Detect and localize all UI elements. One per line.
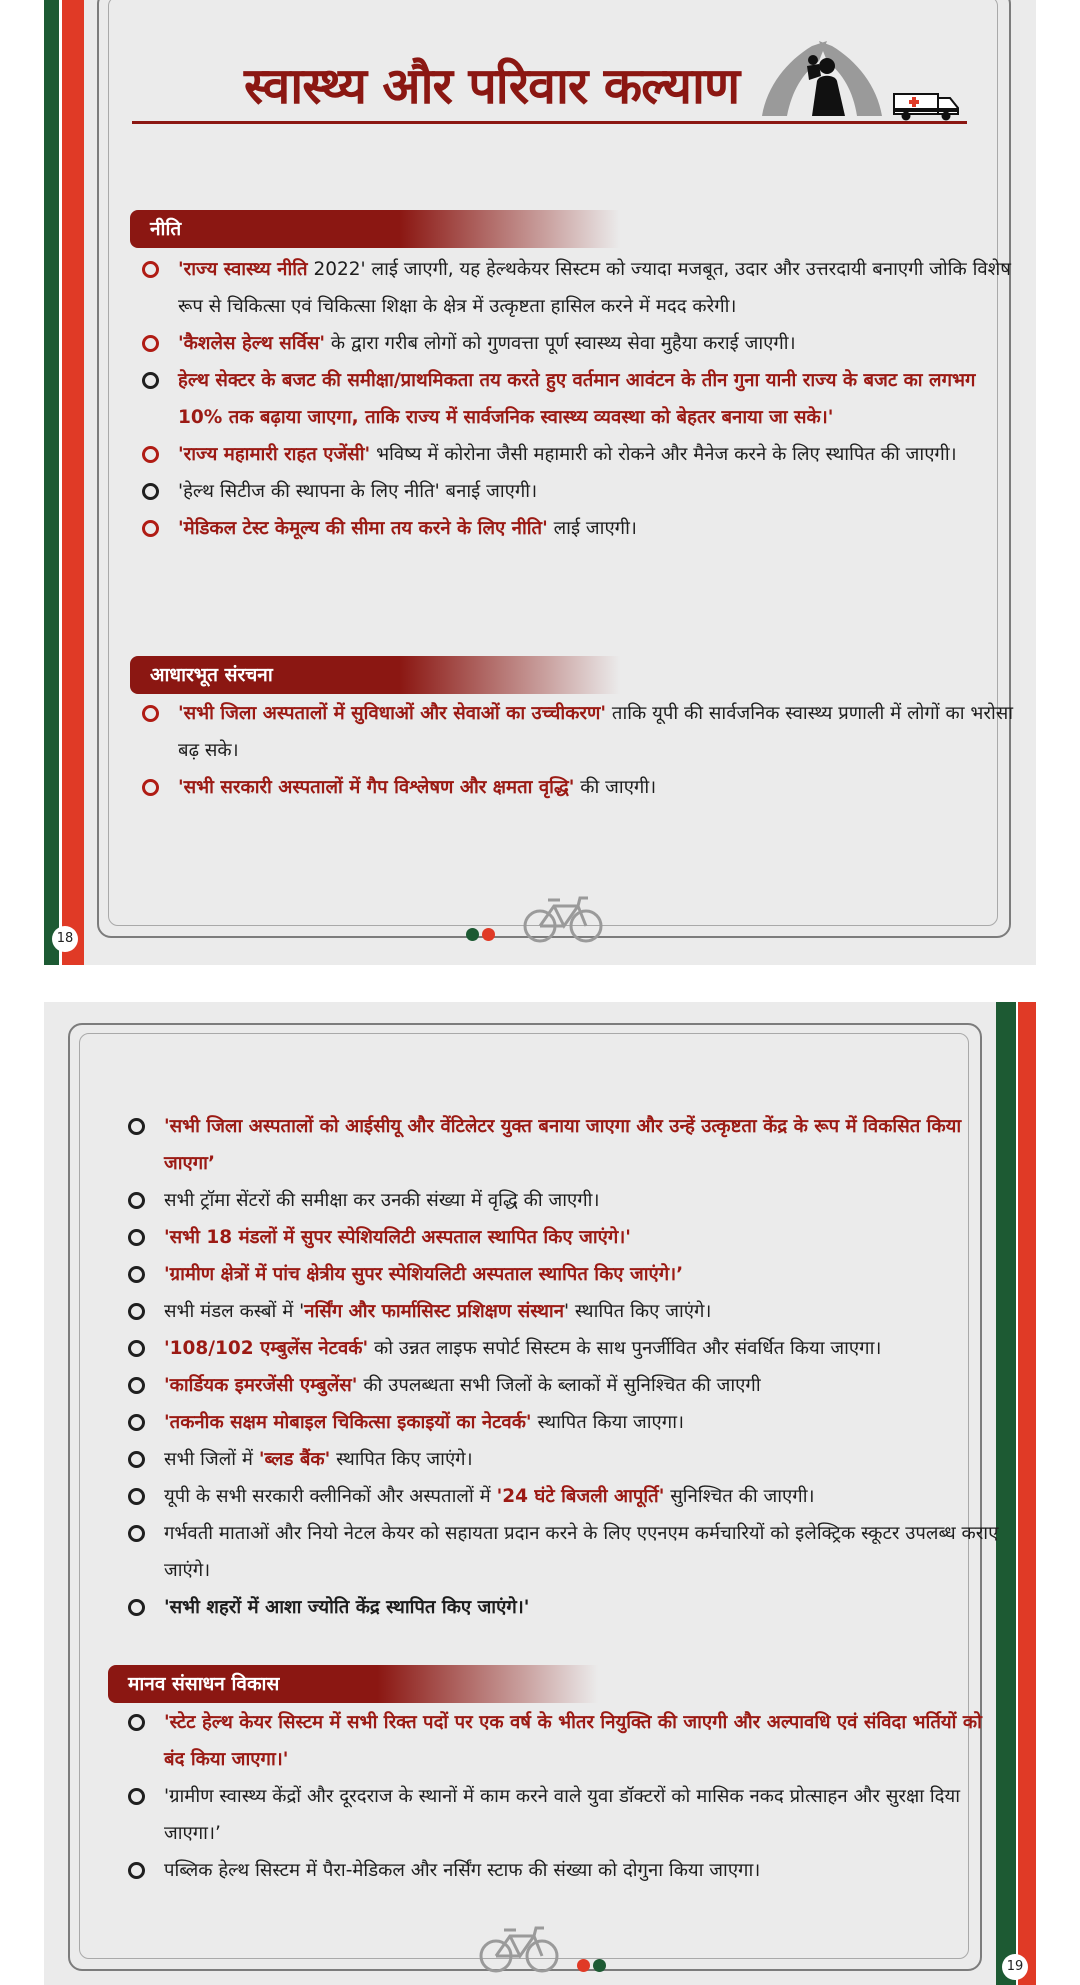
hr-development-list [126, 1704, 1006, 1889]
bullet-icon [142, 779, 159, 796]
list-item: 'हेल्थ सिटीज की स्थापना के लिए नीति' बनाई जाएगी। [140, 473, 1020, 510]
ambulance-icon [892, 86, 960, 122]
bullet-icon [128, 1714, 145, 1731]
bullet-icon [142, 446, 159, 463]
bullet-icon [142, 705, 159, 722]
list-item: 'राज्य महामारी राहत एजेंसी' भविष्य में कोरोना जैसी महामारी को रोकने और मैनेज करने के लिए स्थापित की जाएगी। [140, 436, 1020, 473]
list-item: 'तकनीक सक्षम मोबाइल चिकित्सा इकाइयों का नेटवर्क' स्थापित किया जाएगा। [126, 1404, 1006, 1441]
list-item: 'राज्य स्वास्थ्य नीति 2022' लाई जाएगी, यह हेल्थकेयर सिस्टम को ज्यादा मजबूत, उदार और उत्तरदायी बनाएगी जोकि विशेष रूप से चिकित्सा एवं चिकित्सा शिक्षा के क्षेत्र में उत्कृष्टता हासिल करने में मदद करेगी। [140, 251, 1020, 325]
green-dot [466, 928, 479, 941]
page-number: 19 [1002, 1954, 1028, 1980]
title-underline [132, 121, 967, 124]
bullet-icon [128, 1488, 145, 1505]
bullet-icon [142, 261, 159, 278]
list-item: 'कैशलेस हेल्थ सर्विस' के द्वारा गरीब लोगों को गुणवत्ता पूर्ण स्वास्थ्य सेवा मुहैया कराई जाएगी। [140, 325, 1020, 362]
bullet-icon [128, 1229, 145, 1246]
list-item: 'ग्रामीण स्वास्थ्य केंद्रों और दूरदराज के स्थानों में काम करने वाले युवा डॉक्टरों को मासिक नकद प्रोत्साहन और सुरक्षा दिया जाएगा।’ [126, 1778, 1006, 1852]
red-stripe [62, 0, 84, 965]
list-item: हेल्थ सेक्टर के बजट की समीक्षा/प्राथमिकता तय करते हुए वर्तमान आवंटन के तीन गुना यानी राज्य के बजट का लगभग 10% तक बढ़ाया जाएगा, ताकि राज्य में सार्वजनिक स्वास्थ्य व्यवस्था को बेहतर बनाया जा सके।' [140, 362, 1020, 436]
bullet-icon [142, 335, 159, 352]
section-heading-hr-development: मानव संसाधन विकास [108, 1665, 598, 1703]
section-heading-infrastructure: आधारभूत संरचना [130, 656, 620, 694]
bullet-icon [128, 1862, 145, 1879]
bullet-icon [128, 1118, 145, 1135]
list-item: 'ग्रामीण क्षेत्रों में पांच क्षेत्रीय सुपर स्पेशियलिटी अस्पताल स्थापित किए जाएंगे।’ [126, 1256, 1006, 1293]
bullet-icon [128, 1414, 145, 1431]
page-18 [44, 0, 1036, 965]
page-number: 18 [52, 926, 78, 952]
list-item: सभी ट्रॉमा सेंटरों की समीक्षा कर उनकी संख्या में वृद्धि की जाएगी। [126, 1182, 1006, 1219]
bicycle-icon [478, 1922, 560, 1974]
red-dot [577, 1959, 590, 1972]
policy-list [140, 251, 1020, 547]
list-item: '108/102 एम्बुलेंस नेटवर्क' को उन्नत लाइफ सपोर्ट सिस्टम के साथ पुनर्जीवित और संवर्धित किया जाएगा। [126, 1330, 1006, 1367]
bullet-icon [128, 1377, 145, 1394]
red-stripe [1018, 1002, 1036, 1985]
bullet-icon [128, 1266, 145, 1283]
page-title: स्वास्थ्य और परिवार कल्याण [244, 57, 740, 115]
list-item: 'सभी शहरों में आशा ज्योति केंद्र स्थापित किए जाएंगे।' [126, 1589, 1006, 1626]
bullet-icon [128, 1303, 145, 1320]
red-dot [482, 928, 495, 941]
page-header [132, 48, 967, 124]
bicycle-icon [522, 892, 604, 944]
green-stripe [44, 0, 59, 965]
list-item: 'सभी सरकारी अस्पतालों में गैप विश्लेषण और क्षमता वृद्धि' की जाएगी। [140, 769, 1020, 806]
bullet-icon [128, 1788, 145, 1805]
health-facilities-list [126, 1108, 1006, 1626]
list-item: 'स्टेट हेल्थ केयर सिस्टम में सभी रिक्त पदों पर एक वर्ष के भीतर नियुक्ति की जाएगी और अल्पावधि एवं संविदा भर्तियों को बंद किया जाएगा।' [126, 1704, 1006, 1778]
infrastructure-list [140, 695, 1020, 806]
list-item: 'मेडिकल टेस्ट केमूल्य की सीमा तय करने के लिए नीति' लाई जाएगी। [140, 510, 1020, 547]
bullet-icon [128, 1340, 145, 1357]
bullet-icon [128, 1451, 145, 1468]
bullet-icon [128, 1599, 145, 1616]
bullet-icon [142, 483, 159, 500]
green-dot [593, 1959, 606, 1972]
page-19 [44, 1002, 1036, 1985]
list-item: गर्भवती माताओं और नियो नेटल केयर को सहायता प्रदान करने के लिए एएनएम कर्मचारियों को इलेक्ट्रिक स्कूटर उपलब्ध कराए जाएंगे। [126, 1515, 1006, 1589]
list-item: 'सभी 18 मंडलों में सुपर स्पेशियलिटी अस्पताल स्थापित किए जाएंगे।' [126, 1219, 1006, 1256]
bullet-icon [128, 1525, 145, 1542]
list-item: सभी जिलों में 'ब्लड बैंक' स्थापित किए जाएंगे। [126, 1441, 1006, 1478]
hands-mother-child-icon [757, 36, 887, 122]
list-item: यूपी के सभी सरकारी क्लीनिकों और अस्पतालों में '24 घंटे बिजली आपूर्ति' सुनिश्चित की जाएगी। [126, 1478, 1006, 1515]
list-item: 'सभी जिला अस्पतालों में सुविधाओं और सेवाओं का उच्चीकरण' ताकि यूपी की सार्वजनिक स्वास्थ्य प्रणाली में लोगों का भरोसा बढ़ सके। [140, 695, 1020, 769]
list-item: 'सभी जिला अस्पतालों को आईसीयू और वेंटिलेटर युक्त बनाया जाएगा और उन्हें उत्कृष्टता केंद्र के रूप में विकसित किया जाएगा’ [126, 1108, 1006, 1182]
list-item: सभी मंडल कस्बों में 'नर्सिंग और फार्मासिस्ट प्रशिक्षण संस्थान' स्थापित किए जाएंगे। [126, 1293, 1006, 1330]
bullet-icon [128, 1192, 145, 1209]
bullet-icon [142, 520, 159, 537]
bullet-icon [142, 372, 159, 389]
list-item: पब्लिक हेल्थ सिस्टम में पैरा-मेडिकल और नर्सिंग स्टाफ की संख्या को दोगुना किया जाएगा। [126, 1852, 1006, 1889]
section-heading-policy: नीति [130, 210, 620, 248]
list-item: 'कार्डियक इमरजेंसी एम्बुलेंस' की उपलब्धता सभी जिलों के ब्लाकों में सुनिश्चित की जाएगी [126, 1367, 1006, 1404]
